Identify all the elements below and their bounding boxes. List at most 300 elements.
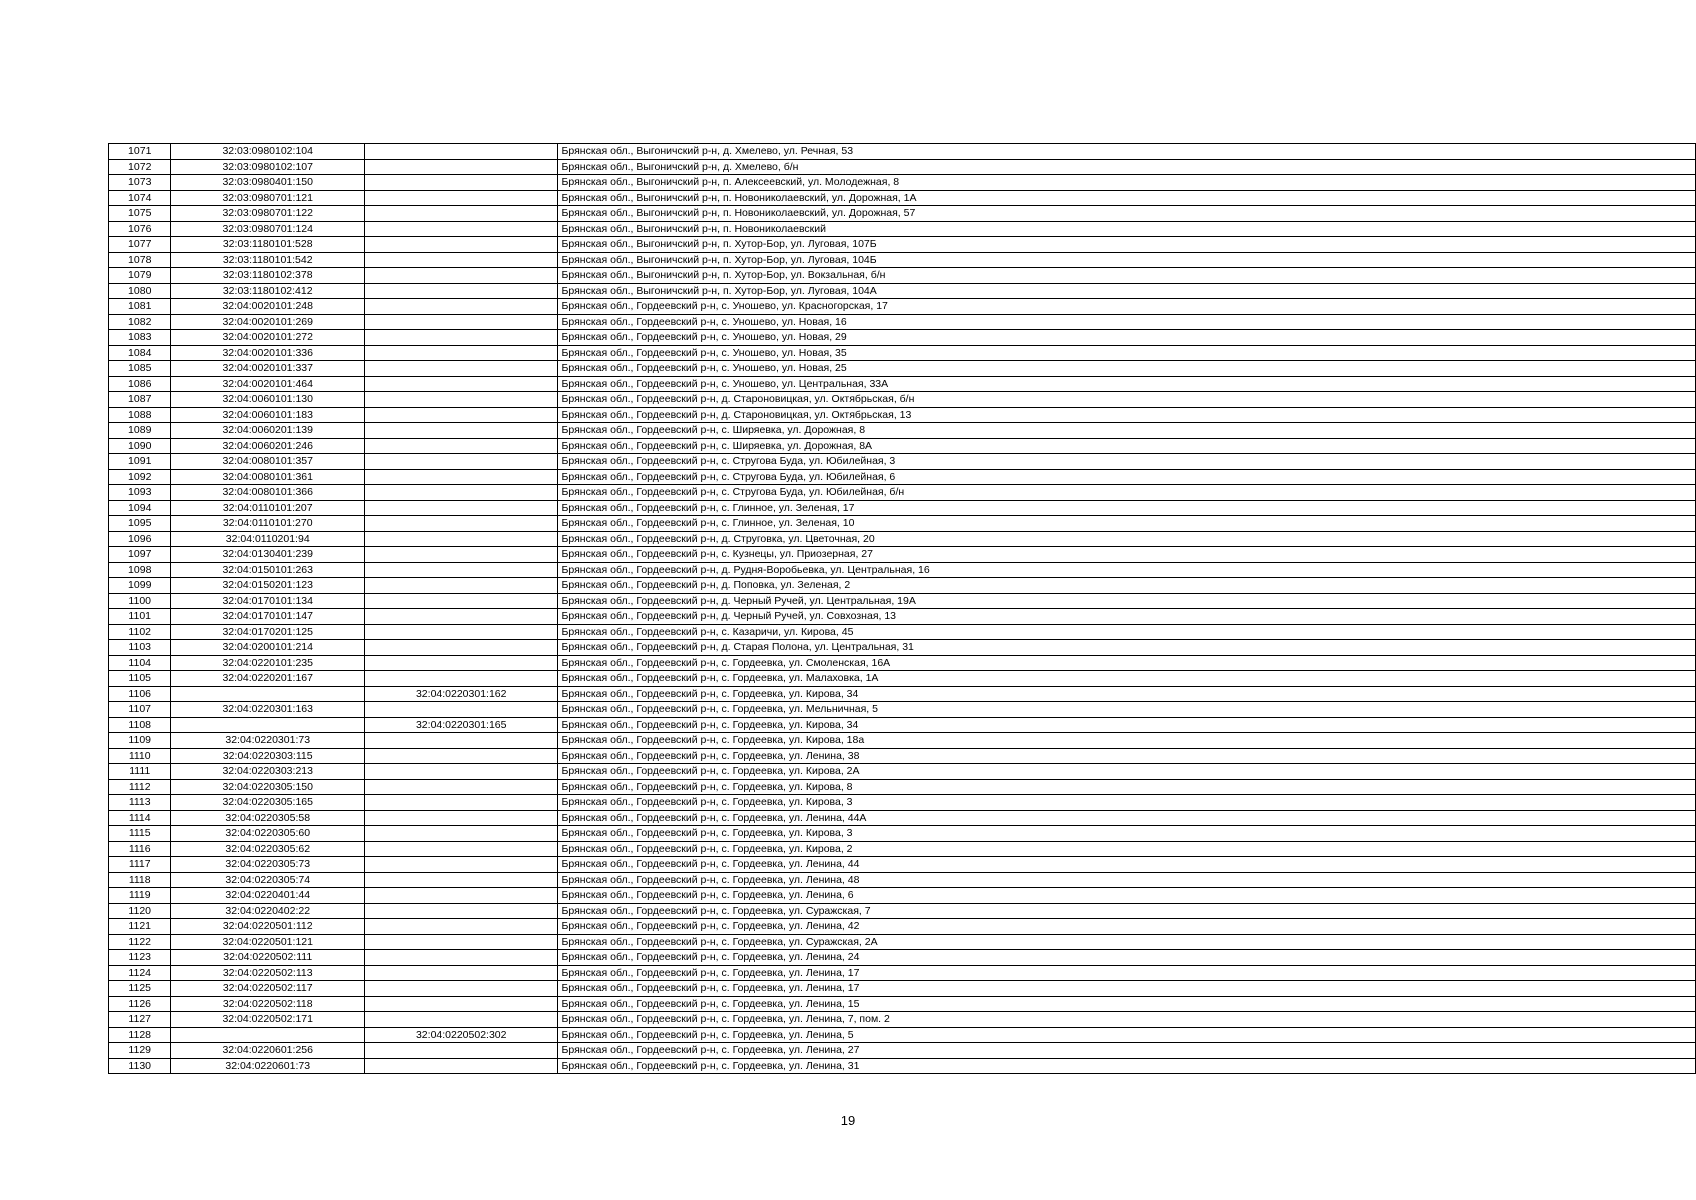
cadastral-number-alt-cell: [364, 624, 558, 640]
cadastral-number-alt-cell: [364, 671, 558, 687]
table-row: [109, 779, 1696, 795]
table-row: [109, 640, 1696, 656]
row-number-cell: 1106: [109, 686, 171, 702]
table-row: [109, 392, 1696, 408]
cadastral-number-cell: 32:04:0220301:73: [171, 733, 365, 749]
table-row: [109, 252, 1696, 268]
table-row: [109, 872, 1696, 888]
row-number-cell: 1077: [109, 237, 171, 253]
row-number-cell: 1090: [109, 438, 171, 454]
cadastral-number-alt-cell: [364, 485, 558, 501]
address-cell: Брянская обл., Гордеевский р-н, с. Казаричи, ул. Кирова, 45: [558, 624, 1696, 640]
address-cell: Брянская обл., Выгоничский р-н, п. Хутор-Бор, ул. Луговая, 104Б: [558, 252, 1696, 268]
table-row: [109, 407, 1696, 423]
cadastral-number-cell: 32:04:0170101:134: [171, 593, 365, 609]
cadastral-number-alt-cell: [364, 206, 558, 222]
address-cell: Брянская обл., Гордеевский р-н, с. Гордеевка, ул. Суражская, 7: [558, 903, 1696, 919]
row-number-cell: 1120: [109, 903, 171, 919]
cadastral-number-alt-cell: [364, 175, 558, 191]
row-number-cell: 1098: [109, 562, 171, 578]
table-row: [109, 330, 1696, 346]
table-row: [109, 857, 1696, 873]
address-cell: Брянская обл., Гордеевский р-н, с. Стругова Буда, ул. Юбилейная, б/н: [558, 485, 1696, 501]
address-cell: Брянская обл., Гордеевский р-н, с. Гордеевка, ул. Кирова, 18а: [558, 733, 1696, 749]
cadastral-number-cell: 32:04:0220502:113: [171, 965, 365, 981]
address-cell: Брянская обл., Гордеевский р-н, с. Ширяевка, ул. Дорожная, 8: [558, 423, 1696, 439]
row-number-cell: 1108: [109, 717, 171, 733]
row-number-cell: 1091: [109, 454, 171, 470]
row-number-cell: 1127: [109, 1012, 171, 1028]
table-row: [109, 686, 1696, 702]
table-row: [109, 159, 1696, 175]
address-cell: Брянская обл., Гордеевский р-н, с. Гордеевка, ул. Малаховка, 1А: [558, 671, 1696, 687]
row-number-cell: 1122: [109, 934, 171, 950]
row-number-cell: 1128: [109, 1027, 171, 1043]
row-number-cell: 1121: [109, 919, 171, 935]
address-cell: Брянская обл., Выгоничский р-н, п. Хутор-Бор, ул. Луговая, 104А: [558, 283, 1696, 299]
cadastral-number-cell: 32:04:0060101:130: [171, 392, 365, 408]
cadastral-number-cell: 32:04:0220305:58: [171, 810, 365, 826]
cadastral-number-cell: 32:04:0220303:115: [171, 748, 365, 764]
cadastral-number-cell: 32:04:0110201:94: [171, 531, 365, 547]
cadastral-number-alt-cell: [364, 810, 558, 826]
address-cell: Брянская обл., Гордеевский р-н, с. Гордеевка, ул. Ленина, 27: [558, 1043, 1696, 1059]
row-number-cell: 1095: [109, 516, 171, 532]
cadastral-number-alt-cell: [364, 857, 558, 873]
address-cell: Брянская обл., Гордеевский р-н, с. Гордеевка, ул. Кирова, 2: [558, 841, 1696, 857]
cadastral-number-cell: 32:04:0150201:123: [171, 578, 365, 594]
row-number-cell: 1130: [109, 1058, 171, 1074]
row-number-cell: 1092: [109, 469, 171, 485]
cadastral-number-cell: 32:04:0220305:74: [171, 872, 365, 888]
address-cell: Брянская обл., Выгоничский р-н, п. Алексеевский, ул. Молодежная, 8: [558, 175, 1696, 191]
row-number-cell: 1075: [109, 206, 171, 222]
cadastral-number-cell: 32:04:0220501:112: [171, 919, 365, 935]
cadastral-number-cell: 32:03:0980102:104: [171, 144, 365, 160]
row-number-cell: 1096: [109, 531, 171, 547]
cadastral-number-cell: 32:04:0020101:272: [171, 330, 365, 346]
cadastral-number-cell: 32:03:1180101:528: [171, 237, 365, 253]
cadastral-number-alt-cell: [364, 407, 558, 423]
table-row: [109, 438, 1696, 454]
address-cell: Брянская обл., Гордеевский р-н, с. Гордеевка, ул. Ленина, 44А: [558, 810, 1696, 826]
address-cell: Брянская обл., Гордеевский р-н, с. Гордеевка, ул. Ленина, 48: [558, 872, 1696, 888]
cadastral-number-cell: 32:04:0200101:214: [171, 640, 365, 656]
cadastral-number-cell: 32:04:0220305:165: [171, 795, 365, 811]
cadastral-number-cell: 32:04:0220201:167: [171, 671, 365, 687]
cadastral-number-cell: 32:04:0060101:183: [171, 407, 365, 423]
cadastral-number-alt-cell: [364, 144, 558, 160]
row-number-cell: 1124: [109, 965, 171, 981]
cadastral-number-cell: 32:03:1180102:378: [171, 268, 365, 284]
row-number-cell: 1109: [109, 733, 171, 749]
row-number-cell: 1080: [109, 283, 171, 299]
address-cell: Брянская обл., Гордеевский р-н, с. Уношево, ул. Новая, 35: [558, 345, 1696, 361]
address-cell: Брянская обл., Гордеевский р-н, д. Струговка, ул. Цветочная, 20: [558, 531, 1696, 547]
cadastral-number-alt-cell: [364, 1043, 558, 1059]
row-number-cell: 1084: [109, 345, 171, 361]
property-register-table: [108, 143, 1696, 1074]
address-cell: Брянская обл., Гордеевский р-н, с. Уношево, ул. Центральная, 33А: [558, 376, 1696, 392]
cadastral-number-alt-cell: [364, 748, 558, 764]
table-row: [109, 206, 1696, 222]
row-number-cell: 1100: [109, 593, 171, 609]
cadastral-number-cell: 32:04:0220502:171: [171, 1012, 365, 1028]
address-cell: Брянская обл., Выгоничский р-н, п. Новониколаевский, ул. Дорожная, 57: [558, 206, 1696, 222]
table-row: [109, 190, 1696, 206]
cadastral-number-cell: 32:04:0220303:213: [171, 764, 365, 780]
row-number-cell: 1088: [109, 407, 171, 423]
table-row: [109, 454, 1696, 470]
row-number-cell: 1076: [109, 221, 171, 237]
cadastral-number-alt-cell: [364, 190, 558, 206]
cadastral-number-alt-cell: [364, 1058, 558, 1074]
row-number-cell: 1093: [109, 485, 171, 501]
row-number-cell: 1097: [109, 547, 171, 563]
address-cell: Брянская обл., Гордеевский р-н, с. Гордеевка, ул. Ленина, 6: [558, 888, 1696, 904]
cadastral-number-alt-cell: [364, 423, 558, 439]
table-row: [109, 175, 1696, 191]
address-cell: Брянская обл., Гордеевский р-н, с. Гордеевка, ул. Ленина, 38: [558, 748, 1696, 764]
row-number-cell: 1123: [109, 950, 171, 966]
address-cell: Брянская обл., Гордеевский р-н, с. Гордеевка, ул. Ленина, 24: [558, 950, 1696, 966]
cadastral-number-alt-cell: [364, 950, 558, 966]
cadastral-number-cell: 32:04:0080101:366: [171, 485, 365, 501]
cadastral-number-alt-cell: [364, 516, 558, 532]
address-cell: Брянская обл., Гордеевский р-н, д. Старая Полона, ул. Центральная, 31: [558, 640, 1696, 656]
cadastral-number-alt-cell: [364, 996, 558, 1012]
address-cell: Брянская обл., Гордеевский р-н, с. Гордеевка, ул. Ленина, 42: [558, 919, 1696, 935]
address-cell: Брянская обл., Гордеевский р-н, с. Ширяевка, ул. Дорожная, 8А: [558, 438, 1696, 454]
address-cell: Брянская обл., Гордеевский р-н, с. Глинное, ул. Зеленая, 17: [558, 500, 1696, 516]
table-row: [109, 609, 1696, 625]
row-number-cell: 1102: [109, 624, 171, 640]
row-number-cell: 1085: [109, 361, 171, 377]
address-cell: Брянская обл., Гордеевский р-н, с. Гордеевка, ул. Кирова, 34: [558, 686, 1696, 702]
row-number-cell: 1126: [109, 996, 171, 1012]
cadastral-number-cell: 32:04:0220305:60: [171, 826, 365, 842]
row-number-cell: 1114: [109, 810, 171, 826]
row-number-cell: 1078: [109, 252, 171, 268]
table-row: [109, 299, 1696, 315]
table-row: [109, 810, 1696, 826]
cadastral-number-alt-cell: [364, 361, 558, 377]
row-number-cell: 1119: [109, 888, 171, 904]
cadastral-number-cell: 32:03:1180101:542: [171, 252, 365, 268]
address-cell: Брянская обл., Гордеевский р-н, с. Глинное, ул. Зеленая, 10: [558, 516, 1696, 532]
table-row: [109, 1027, 1696, 1043]
cadastral-number-cell: 32:04:0220502:118: [171, 996, 365, 1012]
cadastral-number-alt-cell: [364, 547, 558, 563]
address-cell: Брянская обл., Гордеевский р-н, с. Гордеевка, ул. Ленина, 5: [558, 1027, 1696, 1043]
address-cell: Брянская обл., Гордеевский р-н, д. Черный Ручей, ул. Центральная, 19А: [558, 593, 1696, 609]
table-row: [109, 671, 1696, 687]
cadastral-number-cell: 32:03:0980701:121: [171, 190, 365, 206]
table-row: [109, 655, 1696, 671]
table-row: [109, 1012, 1696, 1028]
row-number-cell: 1103: [109, 640, 171, 656]
cadastral-number-alt-cell: [364, 764, 558, 780]
table-row: [109, 547, 1696, 563]
cadastral-number-cell: 32:04:0220305:150: [171, 779, 365, 795]
cadastral-number-alt-cell: [364, 655, 558, 671]
row-number-cell: 1107: [109, 702, 171, 718]
cadastral-number-cell: 32:04:0220101:235: [171, 655, 365, 671]
cadastral-number-alt-cell: [364, 237, 558, 253]
cadastral-number-alt-cell: 32:04:0220502:302: [364, 1027, 558, 1043]
table-row: [109, 345, 1696, 361]
cadastral-number-alt-cell: [364, 779, 558, 795]
cadastral-number-cell: 32:03:0980701:122: [171, 206, 365, 222]
cadastral-number-alt-cell: [364, 578, 558, 594]
cadastral-number-alt-cell: [364, 934, 558, 950]
address-cell: Брянская обл., Гордеевский р-н, с. Гордеевка, ул. Ленина, 31: [558, 1058, 1696, 1074]
address-cell: Брянская обл., Гордеевский р-н, с. Уношево, ул. Новая, 16: [558, 314, 1696, 330]
address-cell: Брянская обл., Гордеевский р-н, с. Уношево, ул. Новая, 29: [558, 330, 1696, 346]
table-row: [109, 361, 1696, 377]
address-cell: Брянская обл., Гордеевский р-н, с. Гордеевка, ул. Ленина, 15: [558, 996, 1696, 1012]
cadastral-number-alt-cell: [364, 1012, 558, 1028]
address-cell: Брянская обл., Гордеевский р-н, д. Староновицкая, ул. Октябрьская, б/н: [558, 392, 1696, 408]
cadastral-number-cell: 32:03:0980701:124: [171, 221, 365, 237]
cadastral-number-cell: 32:04:0170101:147: [171, 609, 365, 625]
row-number-cell: 1111: [109, 764, 171, 780]
address-cell: Брянская обл., Гордеевский р-н, с. Гордеевка, ул. Ленина, 44: [558, 857, 1696, 873]
address-cell: Брянская обл., Гордеевский р-н, с. Гордеевка, ул. Ленина, 17: [558, 981, 1696, 997]
table-row: [109, 314, 1696, 330]
cadastral-number-alt-cell: 32:04:0220301:165: [364, 717, 558, 733]
cadastral-number-cell: [171, 1027, 365, 1043]
cadastral-number-alt-cell: [364, 872, 558, 888]
cadastral-number-alt-cell: [364, 981, 558, 997]
address-cell: Брянская обл., Гордеевский р-н, с. Гордеевка, ул. Кирова, 34: [558, 717, 1696, 733]
row-number-cell: 1104: [109, 655, 171, 671]
table-row: [109, 500, 1696, 516]
address-cell: Брянская обл., Гордеевский р-н, с. Стругова Буда, ул. Юбилейная, 3: [558, 454, 1696, 470]
cadastral-number-cell: 32:04:0060201:139: [171, 423, 365, 439]
table-row: [109, 516, 1696, 532]
cadastral-number-cell: 32:04:0220301:163: [171, 702, 365, 718]
row-number-cell: 1081: [109, 299, 171, 315]
cadastral-number-cell: 32:03:0980401:150: [171, 175, 365, 191]
row-number-cell: 1083: [109, 330, 171, 346]
address-cell: Брянская обл., Гордеевский р-н, с. Гордеевка, ул. Кирова, 2А: [558, 764, 1696, 780]
table-row: [109, 237, 1696, 253]
cadastral-number-alt-cell: [364, 841, 558, 857]
table-row: [109, 702, 1696, 718]
cadastral-number-alt-cell: [364, 795, 558, 811]
cadastral-number-alt-cell: [364, 640, 558, 656]
address-cell: Брянская обл., Гордеевский р-н, д. Староновицкая, ул. Октябрьская, 13: [558, 407, 1696, 423]
cadastral-number-cell: 32:04:0220502:117: [171, 981, 365, 997]
cadastral-number-alt-cell: [364, 903, 558, 919]
cadastral-number-cell: 32:04:0150101:263: [171, 562, 365, 578]
cadastral-number-cell: [171, 686, 365, 702]
address-cell: Брянская обл., Гордеевский р-н, с. Гордеевка, ул. Суражская, 2А: [558, 934, 1696, 950]
cadastral-number-alt-cell: [364, 159, 558, 175]
row-number-cell: 1071: [109, 144, 171, 160]
cadastral-number-alt-cell: [364, 562, 558, 578]
table-row: [109, 144, 1696, 160]
table-row: [109, 934, 1696, 950]
address-cell: Брянская обл., Гордеевский р-н, д. Поповка, ул. Зеленая, 2: [558, 578, 1696, 594]
cadastral-number-alt-cell: [364, 376, 558, 392]
cadastral-number-alt-cell: [364, 330, 558, 346]
table-row: [109, 826, 1696, 842]
cadastral-number-alt-cell: [364, 702, 558, 718]
cadastral-number-cell: 32:04:0020101:464: [171, 376, 365, 392]
address-cell: Брянская обл., Гордеевский р-н, с. Уношево, ул. Красногорская, 17: [558, 299, 1696, 315]
cadastral-number-cell: 32:03:1180102:412: [171, 283, 365, 299]
cadastral-number-alt-cell: [364, 392, 558, 408]
row-number-cell: 1099: [109, 578, 171, 594]
cadastral-number-cell: [171, 717, 365, 733]
table-row: [109, 578, 1696, 594]
row-number-cell: 1072: [109, 159, 171, 175]
cadastral-number-alt-cell: [364, 733, 558, 749]
address-cell: Брянская обл., Гордеевский р-н, с. Уношево, ул. Новая, 25: [558, 361, 1696, 377]
table-row: [109, 485, 1696, 501]
cadastral-number-alt-cell: [364, 438, 558, 454]
table-row: [109, 888, 1696, 904]
cadastral-number-cell: 32:04:0220601:256: [171, 1043, 365, 1059]
row-number-cell: 1117: [109, 857, 171, 873]
cadastral-number-alt-cell: [364, 469, 558, 485]
cadastral-number-cell: 32:04:0220402:22: [171, 903, 365, 919]
row-number-cell: 1116: [109, 841, 171, 857]
table-row: [109, 981, 1696, 997]
cadastral-number-alt-cell: [364, 888, 558, 904]
cadastral-number-alt-cell: [364, 283, 558, 299]
row-number-cell: 1110: [109, 748, 171, 764]
row-number-cell: 1094: [109, 500, 171, 516]
row-number-cell: 1079: [109, 268, 171, 284]
row-number-cell: 1073: [109, 175, 171, 191]
row-number-cell: 1086: [109, 376, 171, 392]
cadastral-number-cell: 32:04:0220401:44: [171, 888, 365, 904]
cadastral-number-alt-cell: [364, 965, 558, 981]
row-number-cell: 1087: [109, 392, 171, 408]
table-body: [109, 144, 1696, 1074]
address-cell: Брянская обл., Гордеевский р-н, с. Стругова Буда, ул. Юбилейная, 6: [558, 469, 1696, 485]
cadastral-number-alt-cell: [364, 268, 558, 284]
cadastral-number-alt-cell: [364, 593, 558, 609]
cadastral-number-cell: 32:04:0080101:361: [171, 469, 365, 485]
address-cell: Брянская обл., Гордеевский р-н, с. Гордеевка, ул. Кирова, 3: [558, 826, 1696, 842]
row-number-cell: 1089: [109, 423, 171, 439]
cadastral-number-alt-cell: [364, 299, 558, 315]
table-row: [109, 717, 1696, 733]
address-cell: Брянская обл., Выгоничский р-н, п. Хутор-Бор, ул. Вокзальная, б/н: [558, 268, 1696, 284]
cadastral-number-cell: 32:04:0020101:336: [171, 345, 365, 361]
table-row: [109, 283, 1696, 299]
address-cell: Брянская обл., Гордеевский р-н, с. Кузнецы, ул. Приозерная, 27: [558, 547, 1696, 563]
row-number-cell: 1118: [109, 872, 171, 888]
cadastral-number-cell: 32:04:0110101:270: [171, 516, 365, 532]
address-cell: Брянская обл., Выгоничский р-н, п. Новониколаевский, ул. Дорожная, 1А: [558, 190, 1696, 206]
row-number-cell: 1113: [109, 795, 171, 811]
cadastral-number-cell: 32:04:0220601:73: [171, 1058, 365, 1074]
address-cell: Брянская обл., Выгоничский р-н, п. Хутор-Бор, ул. Луговая, 107Б: [558, 237, 1696, 253]
table-row: [109, 733, 1696, 749]
cadastral-number-cell: 32:04:0080101:357: [171, 454, 365, 470]
address-cell: Брянская обл., Выгоничский р-н, п. Новониколаевский: [558, 221, 1696, 237]
table-row: [109, 1043, 1696, 1059]
row-number-cell: 1105: [109, 671, 171, 687]
table-row: [109, 965, 1696, 981]
cadastral-number-alt-cell: [364, 609, 558, 625]
address-cell: Брянская обл., Гордеевский р-н, с. Гордеевка, ул. Смоленская, 16А: [558, 655, 1696, 671]
table-row: [109, 919, 1696, 935]
cadastral-number-cell: 32:04:0020101:337: [171, 361, 365, 377]
cadastral-number-cell: 32:04:0020101:248: [171, 299, 365, 315]
cadastral-number-cell: 32:04:0220305:73: [171, 857, 365, 873]
row-number-cell: 1074: [109, 190, 171, 206]
row-number-cell: 1112: [109, 779, 171, 795]
cadastral-number-alt-cell: [364, 454, 558, 470]
cadastral-number-cell: 32:04:0130401:239: [171, 547, 365, 563]
address-cell: Брянская обл., Выгоничский р-н, д. Хмелево, ул. Речная, 53: [558, 144, 1696, 160]
table-row: [109, 950, 1696, 966]
cadastral-number-alt-cell: [364, 314, 558, 330]
table-row: [109, 469, 1696, 485]
cadastral-number-alt-cell: [364, 221, 558, 237]
table-row: [109, 376, 1696, 392]
page-number: 19: [840, 1113, 856, 1128]
address-cell: Брянская обл., Гордеевский р-н, с. Гордеевка, ул. Мельничная, 5: [558, 702, 1696, 718]
cadastral-number-cell: 32:04:0110101:207: [171, 500, 365, 516]
table-row: [109, 531, 1696, 547]
row-number-cell: 1082: [109, 314, 171, 330]
cadastral-number-alt-cell: [364, 252, 558, 268]
address-cell: Брянская обл., Гордеевский р-н, д. Рудня-Воробьевка, ул. Центральная, 16: [558, 562, 1696, 578]
cadastral-number-alt-cell: [364, 919, 558, 935]
address-cell: Брянская обл., Выгоничский р-н, д. Хмелево, б/н: [558, 159, 1696, 175]
table-row: [109, 562, 1696, 578]
address-cell: Брянская обл., Гордеевский р-н, с. Гордеевка, ул. Ленина, 17: [558, 965, 1696, 981]
table-row: [109, 795, 1696, 811]
cadastral-number-alt-cell: [364, 345, 558, 361]
table-row: [109, 593, 1696, 609]
row-number-cell: 1115: [109, 826, 171, 842]
table-row: [109, 841, 1696, 857]
table-row: [109, 1058, 1696, 1074]
row-number-cell: 1125: [109, 981, 171, 997]
cadastral-number-alt-cell: [364, 826, 558, 842]
address-cell: Брянская обл., Гордеевский р-н, с. Гордеевка, ул. Ленина, 7, пом. 2: [558, 1012, 1696, 1028]
cadastral-number-cell: 32:04:0060201:246: [171, 438, 365, 454]
table-row: [109, 764, 1696, 780]
cadastral-number-cell: 32:03:0980102:107: [171, 159, 365, 175]
cadastral-number-cell: 32:04:0220501:121: [171, 934, 365, 950]
cadastral-number-cell: 32:04:0220305:62: [171, 841, 365, 857]
row-number-cell: 1101: [109, 609, 171, 625]
table-row: [109, 221, 1696, 237]
table-row: [109, 423, 1696, 439]
row-number-cell: 1129: [109, 1043, 171, 1059]
table-row: [109, 903, 1696, 919]
cadastral-number-alt-cell: [364, 500, 558, 516]
table-row: [109, 996, 1696, 1012]
cadastral-number-cell: 32:04:0020101:269: [171, 314, 365, 330]
table-row: [109, 624, 1696, 640]
cadastral-number-cell: 32:04:0220502:111: [171, 950, 365, 966]
table-row: [109, 748, 1696, 764]
cadastral-number-alt-cell: [364, 531, 558, 547]
cadastral-number-cell: 32:04:0170201:125: [171, 624, 365, 640]
cadastral-number-alt-cell: 32:04:0220301:162: [364, 686, 558, 702]
address-cell: Брянская обл., Гордеевский р-н, с. Гордеевка, ул. Кирова, 8: [558, 779, 1696, 795]
